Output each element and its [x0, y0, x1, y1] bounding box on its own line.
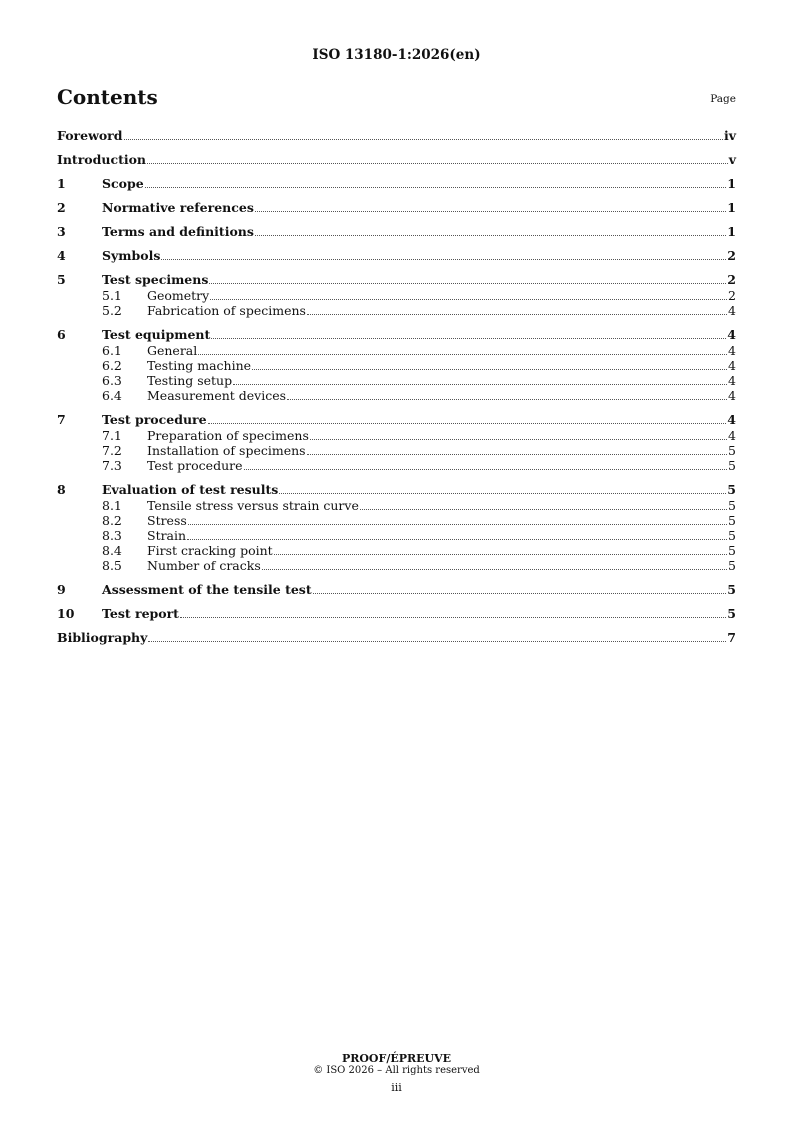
dot-leader	[161, 259, 726, 260]
toc-entry-number: 6.2	[102, 358, 122, 373]
toc-entry-number: 5.2	[102, 303, 122, 318]
toc-entry-number: 5.1	[102, 288, 122, 303]
toc-entry-number: 9	[57, 582, 66, 597]
toc-entry[interactable]	[57, 224, 736, 239]
toc-entry-page: 5	[727, 606, 736, 621]
toc-entry-title: Measurement devices	[147, 388, 287, 403]
toc-entry-page: 5	[727, 582, 736, 597]
toc-entry-number: 8.3	[102, 528, 122, 543]
toc-entry-title: Testing setup	[147, 373, 233, 388]
dot-leader	[148, 641, 726, 642]
toc-entry-page: 2	[728, 288, 736, 303]
toc-entry[interactable]	[57, 388, 736, 403]
dot-leader	[209, 283, 726, 284]
page-column-label: Page	[710, 93, 736, 105]
dot-leader	[307, 454, 727, 455]
toc-entry-number: 7.2	[102, 443, 122, 458]
toc-entry-title: Installation of specimens	[147, 443, 306, 458]
toc-entry-number: 8	[57, 482, 66, 497]
toc-entry[interactable]	[57, 373, 736, 388]
toc-entry-title: Preparation of specimens	[147, 428, 309, 443]
toc-entry[interactable]	[57, 528, 736, 543]
toc-entry-title: First cracking point	[147, 543, 273, 558]
toc-entry-page: 5	[728, 458, 736, 473]
table-of-contents	[57, 128, 736, 645]
toc-entry-number: 8.2	[102, 513, 122, 528]
toc-entry-number: 7.1	[102, 428, 122, 443]
dot-leader	[262, 569, 727, 570]
toc-entry-page: 5	[728, 443, 736, 458]
dot-leader	[208, 423, 727, 424]
toc-entry-page: iv	[723, 128, 736, 143]
toc-entry-title: Introduction	[57, 152, 147, 167]
dot-leader	[252, 369, 727, 370]
dot-leader	[210, 299, 727, 300]
toc-entry[interactable]	[57, 582, 736, 597]
toc-entry[interactable]	[57, 606, 736, 621]
dot-leader	[145, 187, 727, 188]
dot-leader	[211, 338, 726, 339]
toc-entry-title: Strain	[147, 528, 187, 543]
toc-entry-title: Testing machine	[147, 358, 252, 373]
toc-entry[interactable]	[57, 152, 736, 167]
toc-entry-number: 7.3	[102, 458, 122, 473]
dot-leader	[124, 139, 723, 140]
toc-entry[interactable]	[57, 358, 736, 373]
toc-entry-page: 5	[728, 558, 736, 573]
toc-entry-page: 4	[728, 388, 736, 403]
toc-entry-title: Fabrication of specimens	[147, 303, 306, 318]
toc-entry-page: 2	[727, 248, 736, 263]
page-number: iii	[391, 1081, 402, 1094]
toc-entry[interactable]	[57, 176, 736, 191]
dot-leader	[255, 211, 726, 212]
toc-entry-number: 8.4	[102, 543, 122, 558]
toc-entry-number: 2	[57, 200, 66, 215]
toc-entry-number: 5	[57, 272, 66, 287]
dot-leader	[287, 399, 727, 400]
dot-leader	[360, 509, 727, 510]
toc-entry-number: 4	[57, 248, 66, 263]
toc-entry-title: Normative references	[102, 200, 254, 215]
toc-entry-title: Test report	[102, 606, 179, 621]
toc-entry-page: 4	[728, 303, 736, 318]
toc-entry[interactable]	[57, 498, 736, 513]
toc-entry-number: 3	[57, 224, 66, 239]
toc-entry-title: Number of cracks	[147, 558, 261, 573]
toc-entry-page: 5	[728, 513, 736, 528]
dot-leader	[313, 593, 727, 594]
toc-entry-title: General	[147, 343, 198, 358]
toc-entry-page: 5	[728, 543, 736, 558]
toc-entry-title: Test specimens	[102, 272, 209, 287]
toc-entry[interactable]	[57, 327, 736, 342]
toc-entry-page: 4	[727, 327, 736, 342]
toc-entry-title: Tensile stress versus strain curve	[147, 498, 359, 513]
toc-entry-page: 5	[727, 482, 736, 497]
toc-entry[interactable]	[57, 200, 736, 215]
toc-entry-number: 8.5	[102, 558, 122, 573]
dot-leader	[244, 469, 728, 470]
toc-entry[interactable]	[57, 272, 736, 287]
toc-entry-number: 6.1	[102, 343, 122, 358]
toc-entry-page: 1	[727, 200, 736, 215]
document-id: ISO 13180-1:2026(en)	[312, 47, 481, 63]
toc-entry-number: 8.1	[102, 498, 122, 513]
dot-leader	[180, 617, 726, 618]
toc-entry-number: 6	[57, 327, 66, 342]
toc-entry[interactable]	[57, 303, 736, 318]
toc-entry-title: Geometry	[147, 288, 210, 303]
dot-leader	[279, 493, 726, 494]
toc-entry[interactable]	[57, 288, 736, 303]
toc-entry[interactable]	[57, 513, 736, 528]
toc-entry[interactable]	[57, 248, 736, 263]
toc-entry-page: 1	[727, 176, 736, 191]
toc-entry[interactable]	[57, 343, 736, 358]
toc-entry-page: 5	[728, 528, 736, 543]
toc-entry-title: Bibliography	[57, 630, 148, 645]
toc-entry[interactable]	[57, 458, 736, 473]
toc-entry-page: 4	[728, 358, 736, 373]
dot-leader	[233, 384, 727, 385]
dot-leader	[307, 314, 727, 315]
toc-entry-number: 10	[57, 606, 75, 621]
toc-entry[interactable]	[57, 428, 736, 443]
toc-entry-number: 1	[57, 176, 66, 191]
toc-entry-page: 7	[727, 630, 736, 645]
toc-entry-title: Foreword	[57, 128, 123, 143]
toc-entry-title: Test equipment	[102, 327, 211, 342]
toc-entry-number: 7	[57, 412, 66, 427]
copyright-notice: © ISO 2026 – All rights reserved	[313, 1065, 480, 1076]
toc-entry-number: 6.3	[102, 373, 122, 388]
toc-entry[interactable]	[57, 443, 736, 458]
toc-entry[interactable]	[57, 558, 736, 573]
proof-stamp: PROOF/ÉPREUVE	[341, 1052, 452, 1065]
toc-entry-number: 6.4	[102, 388, 122, 403]
contents-title: Contents	[57, 85, 158, 109]
toc-entry-page: 4	[728, 343, 736, 358]
toc-entry-page: 4	[728, 428, 736, 443]
toc-entry-title: Symbols	[102, 248, 161, 263]
toc-entry[interactable]	[57, 482, 736, 497]
toc-entry-page: 1	[727, 224, 736, 239]
dot-leader	[274, 554, 727, 555]
dot-leader	[198, 354, 727, 355]
dot-leader	[147, 163, 728, 164]
toc-entry-page: v	[728, 152, 736, 167]
toc-entry-page: 4	[728, 373, 736, 388]
toc-entry-title: Stress	[147, 513, 187, 528]
toc-entry-title: Scope	[102, 176, 144, 191]
dot-leader	[188, 524, 727, 525]
toc-entry-title: Assessment of the tensile test	[102, 582, 312, 597]
dot-leader	[187, 539, 727, 540]
toc-entry-page: 2	[727, 272, 736, 287]
toc-entry-title: Terms and definitions	[102, 224, 254, 239]
toc-entry[interactable]	[57, 630, 736, 645]
toc-entry[interactable]	[57, 128, 736, 143]
toc-entry-page: 4	[727, 412, 736, 427]
dot-leader	[255, 235, 726, 236]
page-footer	[0, 1052, 793, 1095]
dot-leader	[310, 439, 727, 440]
toc-entry[interactable]	[57, 543, 736, 558]
toc-entry-page: 5	[728, 498, 736, 513]
toc-entry[interactable]	[57, 412, 736, 427]
toc-entry-title: Test procedure	[102, 412, 207, 427]
toc-entry-title: Evaluation of test results	[102, 482, 279, 497]
toc-entry-title: Test procedure	[147, 458, 243, 473]
